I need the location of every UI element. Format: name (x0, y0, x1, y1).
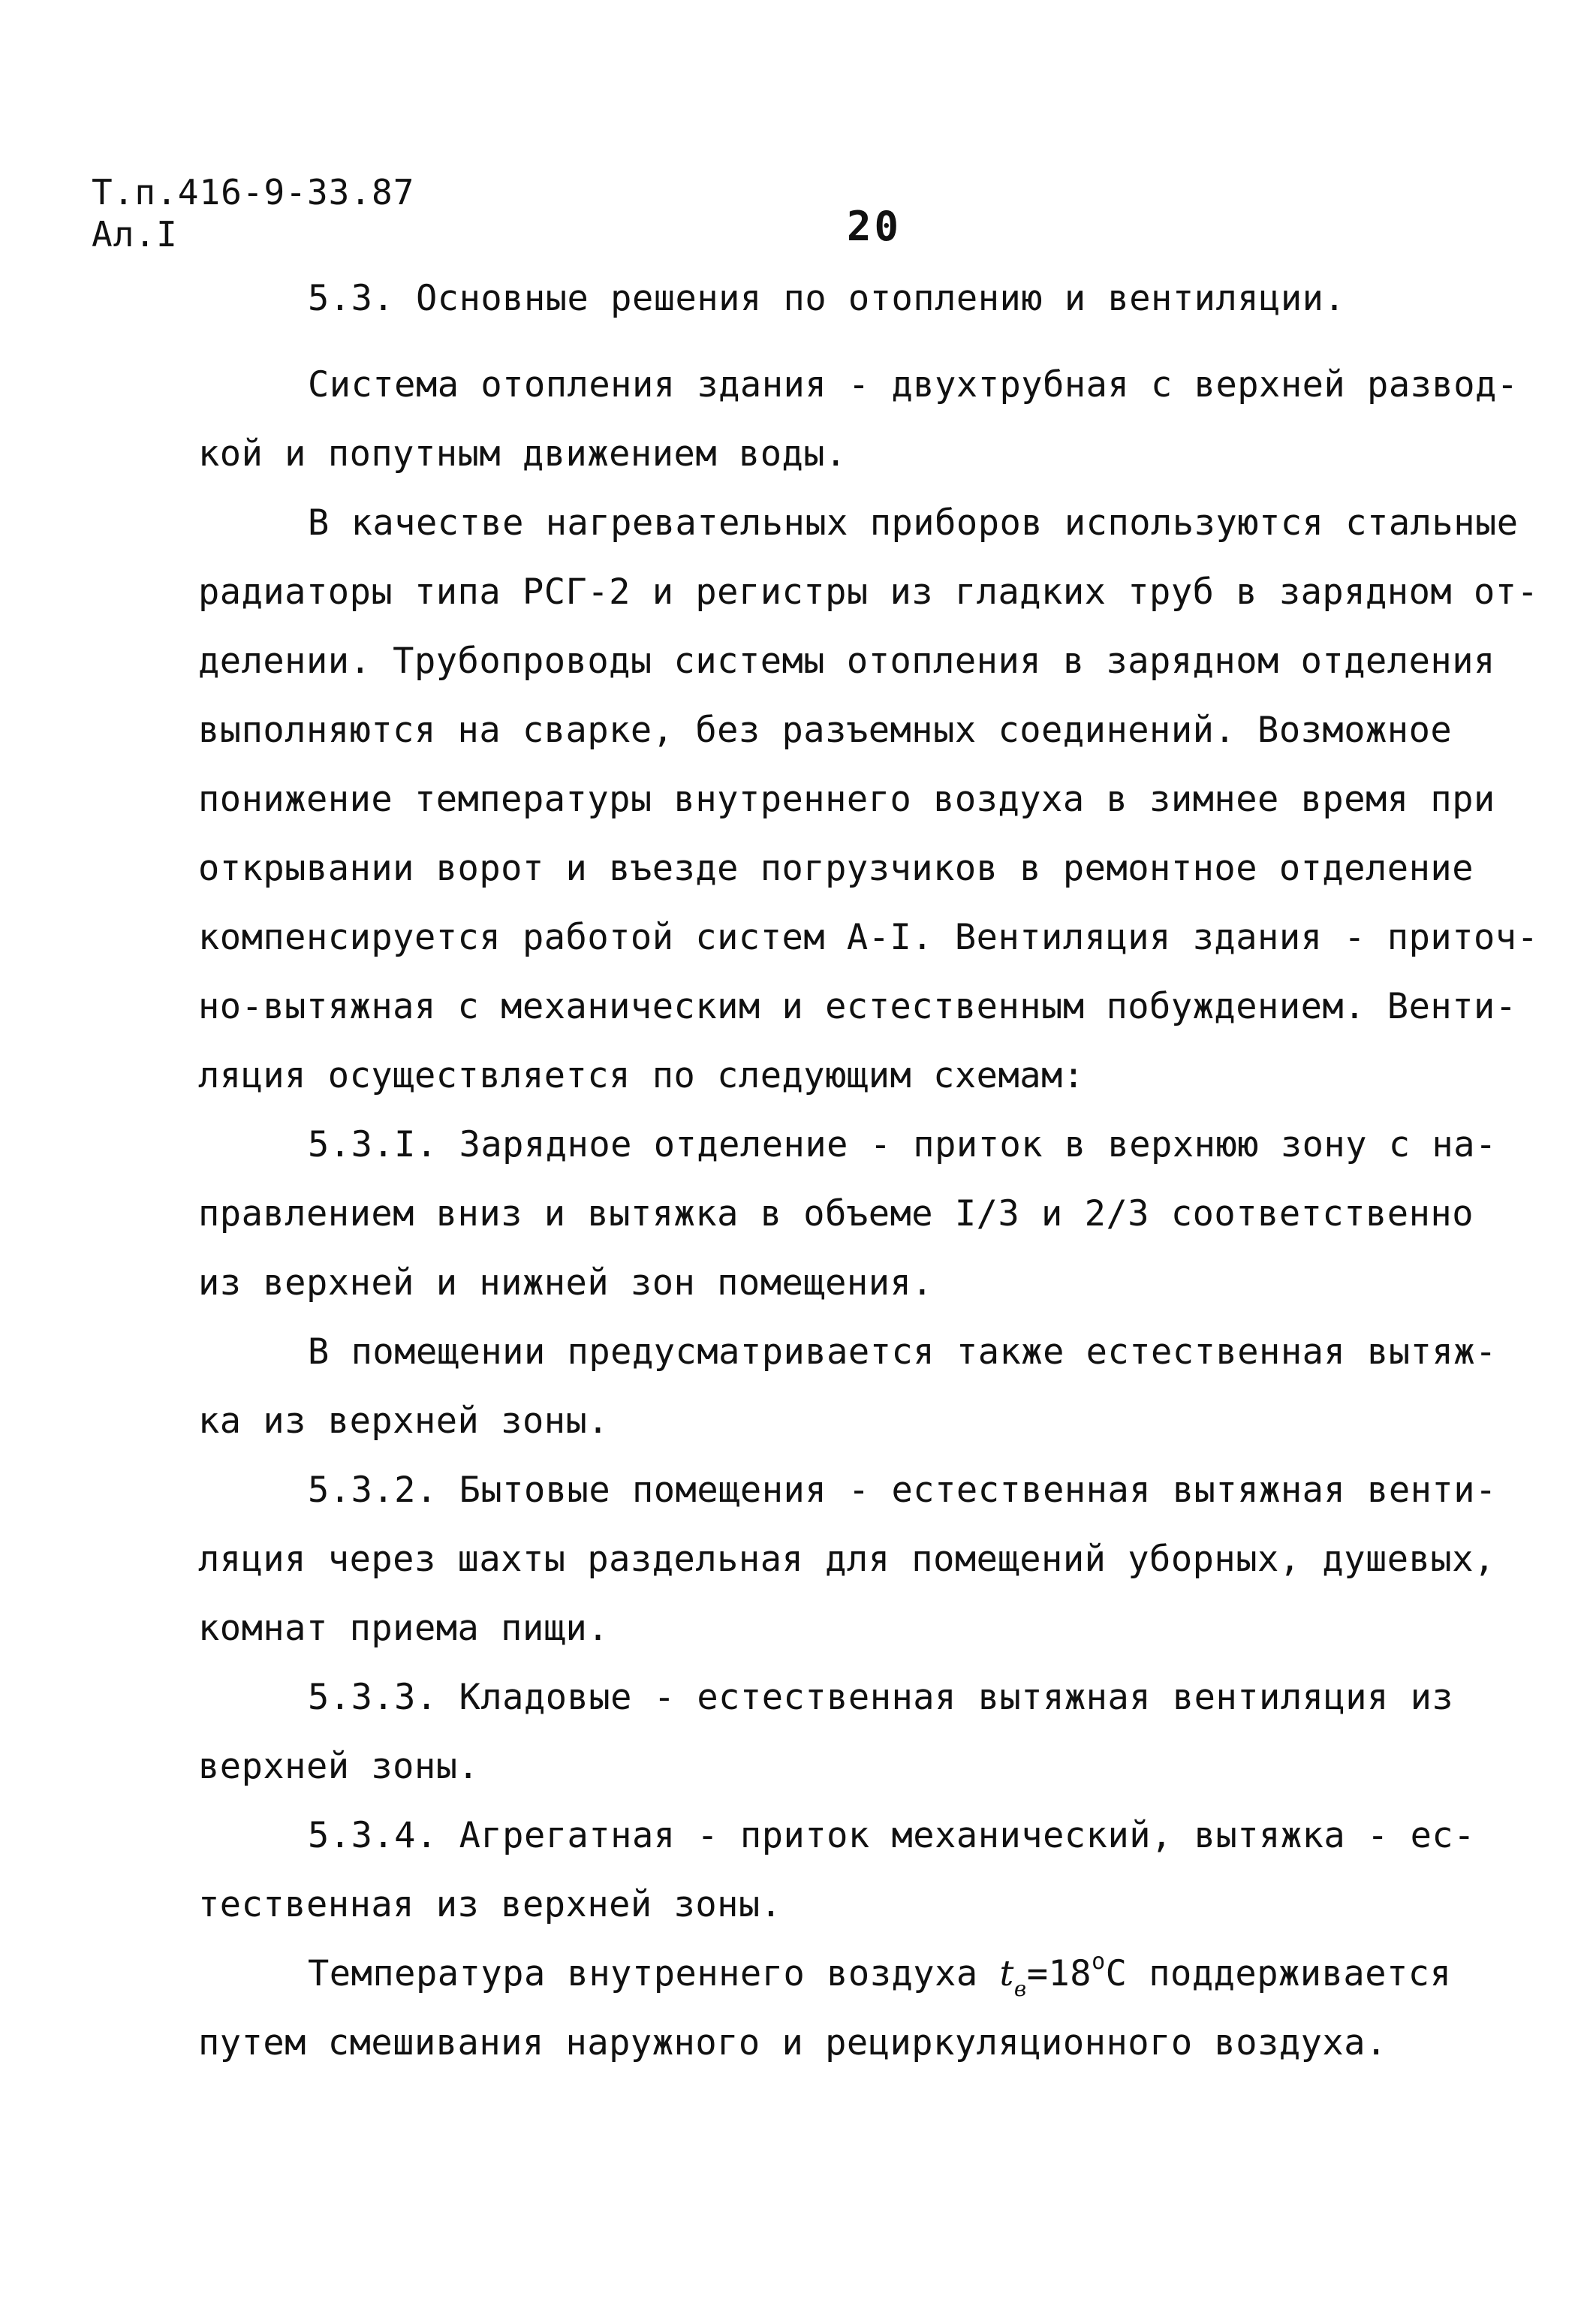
text-line: выполняются на сварке, без разъемных соединений. Возможное (198, 710, 1453, 751)
temperature-symbol-letter: t (999, 1953, 1014, 1994)
text-line: открывании ворот и въезде погрузчиков в ремонтное отделение (198, 848, 1474, 889)
text-line: из верхней и нижней зон помещения. (198, 1262, 934, 1304)
text-line: комнат приема пищи. (198, 1608, 610, 1649)
temperature-line (308, 1949, 1452, 2001)
text-line: В помещении предусматривается также естественная вытяж- (308, 1331, 1497, 1373)
text-line: но-вытяжная с механическим и естественным побуждением. Венти- (198, 986, 1517, 1027)
temperature-symbol (999, 1953, 1027, 2001)
text-line: компенсируется работой систем А-I. Вентиляция здания - приточ- (198, 917, 1539, 958)
temperature-suffix: поддерживается (1149, 1953, 1452, 1994)
temperature-symbol-subscript: в (1013, 1976, 1027, 2001)
text-line: ляция осуществляется по следующим схемам: (198, 1055, 1085, 1096)
text-line: делении. Трубопроводы системы отопления в зарядном отделения (198, 641, 1495, 682)
degree-mark: o (1092, 1949, 1106, 1975)
text-line: 5.3.3. Кладовые - естественная вытяжная вентиляция из (308, 1677, 1454, 1718)
text-line: 5.3.I. Зарядное отделение - приток в верхнюю зону с на- (308, 1124, 1497, 1165)
text-line: 5.3.2. Бытовые помещения - естественная вытяжная венти- (308, 1470, 1497, 1511)
text-line: тественная из верхней зоны. (198, 1884, 782, 1925)
text-line: В качестве нагревательных приборов используются стальные (308, 502, 1519, 544)
text-line: радиаторы типа РСГ-2 и регистры из гладких труб в зарядном от- (198, 571, 1539, 613)
text-line: 5.3.4. Агрегатная - приток механический, вытяжка - ес- (308, 1815, 1476, 1856)
document-code-line-2: Ал.I (92, 214, 178, 255)
text-line: понижение температуры внутреннего воздуха в зимнее время при (198, 779, 1495, 820)
document-code-line-1: Т.п.416-9-33.87 (92, 172, 415, 213)
temperature-prefix: Температура внутреннего воздуха (308, 1953, 978, 1994)
text-line: ляция через шахты раздельная для помещений уборных, душевых, (198, 1539, 1495, 1580)
temperature-value: =18 (1026, 1953, 1092, 1994)
text-line: верхней зоны. (198, 1746, 480, 1787)
text-line: правлением вниз и вытяжка в объеме I/3 и 2/3 соответственно (198, 1193, 1474, 1234)
text-line: Система отопления здания - двухтрубная с верхней развод- (308, 364, 1519, 405)
text-line: путем смешивания наружного и рециркуляционного воздуха. (198, 2022, 1387, 2063)
section-heading: 5.3. Основные решения по отоплению и вентиляции. (308, 278, 1346, 319)
text-line: кой и попутным движением воды. (198, 433, 847, 475)
temperature-unit: С (1105, 1953, 1128, 1994)
text-line: ка из верхней зоны. (198, 1400, 610, 1442)
page-number: 20 (847, 203, 902, 250)
document-code (92, 171, 414, 255)
